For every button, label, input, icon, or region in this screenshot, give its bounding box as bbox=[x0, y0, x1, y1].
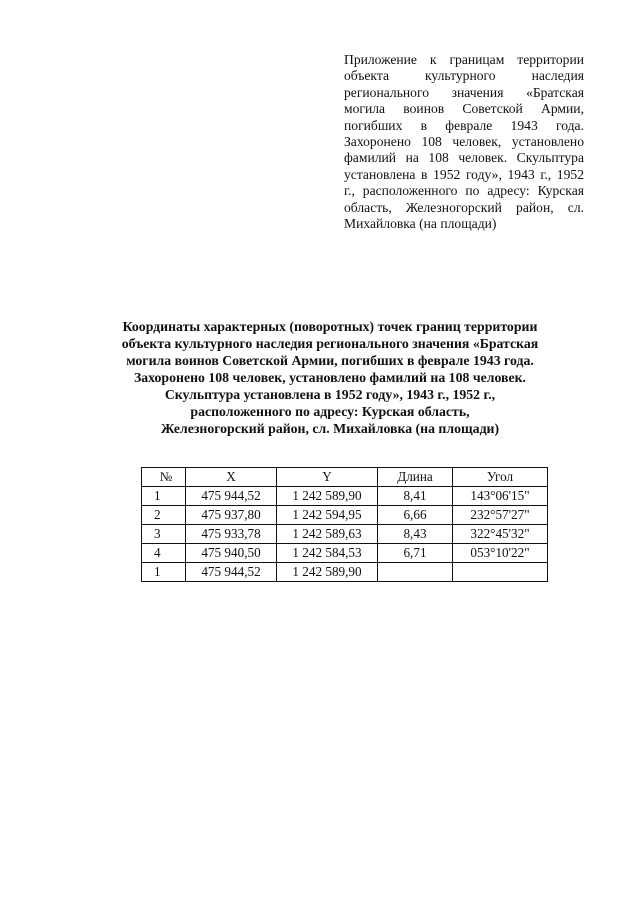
heading-line: Координаты характерных (поворотных) точек границ территории bbox=[122, 319, 538, 334]
cell-x: 475 944,52 bbox=[186, 563, 277, 582]
cell-y: 1 242 589,90 bbox=[277, 563, 378, 582]
heading-line: Железногорский район, сл. Михайловка (на площади) bbox=[160, 421, 500, 436]
cell-length: 6,66 bbox=[378, 506, 453, 525]
table-row bbox=[142, 525, 548, 544]
cell-y: 1 242 589,63 bbox=[277, 525, 378, 544]
cell-length: 8,43 bbox=[378, 525, 453, 544]
cell-x: 475 940,50 bbox=[186, 544, 277, 563]
header-number: № bbox=[142, 468, 186, 487]
appendix-note: Приложение к границам территории объекта культурного наследия регионального значения «Братская могила воинов Советской Армии, погибших в феврале 1943 года. Захоронено 108 человек, установлено фамилий на 108 человек. Скульптура установлена в 1952 году», 1943 г., 1952 г., расположенного по адресу: Курская область, Железногорский район, сл. Михайловка (на площади) bbox=[344, 52, 584, 232]
cell-y: 1 242 589,90 bbox=[277, 487, 378, 506]
table-row bbox=[142, 544, 548, 563]
cell-number: 1 bbox=[142, 487, 186, 506]
cell-x: 475 944,52 bbox=[186, 487, 277, 506]
cell-number: 1 bbox=[142, 563, 186, 582]
cell-x: 475 937,80 bbox=[186, 506, 277, 525]
cell-number: 3 bbox=[142, 525, 186, 544]
cell-length bbox=[378, 563, 453, 582]
heading-line: могила воинов Советской Армии, погибших в феврале 1943 года. bbox=[126, 353, 534, 368]
table-header-row bbox=[142, 468, 548, 487]
cell-length: 6,71 bbox=[378, 544, 453, 563]
cell-angle: 053°10'22" bbox=[453, 544, 548, 563]
heading-line: расположенного по адресу: Курская область, bbox=[190, 404, 470, 419]
table-row bbox=[142, 506, 548, 525]
header-length: Длина bbox=[378, 468, 453, 487]
document-heading bbox=[100, 318, 560, 437]
cell-angle: 232°57'27" bbox=[453, 506, 548, 525]
header-x: X bbox=[186, 468, 277, 487]
cell-number: 4 bbox=[142, 544, 186, 563]
heading-line: Захоронено 108 человек, установлено фамилий на 108 человек. bbox=[133, 370, 527, 385]
header-y: Y bbox=[277, 468, 378, 487]
cell-angle: 143°06'15" bbox=[453, 487, 548, 506]
cell-x: 475 933,78 bbox=[186, 525, 277, 544]
header-angle: Угол bbox=[453, 468, 548, 487]
cell-y: 1 242 584,53 bbox=[277, 544, 378, 563]
table-row bbox=[142, 487, 548, 506]
heading-line: объекта культурного наследия регионального значения «Братская bbox=[121, 336, 539, 351]
cell-number: 2 bbox=[142, 506, 186, 525]
cell-angle bbox=[453, 563, 548, 582]
cell-length: 8,41 bbox=[378, 487, 453, 506]
heading-line: Скульптура установлена в 1952 году», 1943 г., 1952 г., bbox=[164, 387, 496, 402]
table-row bbox=[142, 563, 548, 582]
coordinates-table bbox=[141, 467, 548, 582]
cell-y: 1 242 594,95 bbox=[277, 506, 378, 525]
cell-angle: 322°45'32" bbox=[453, 525, 548, 544]
